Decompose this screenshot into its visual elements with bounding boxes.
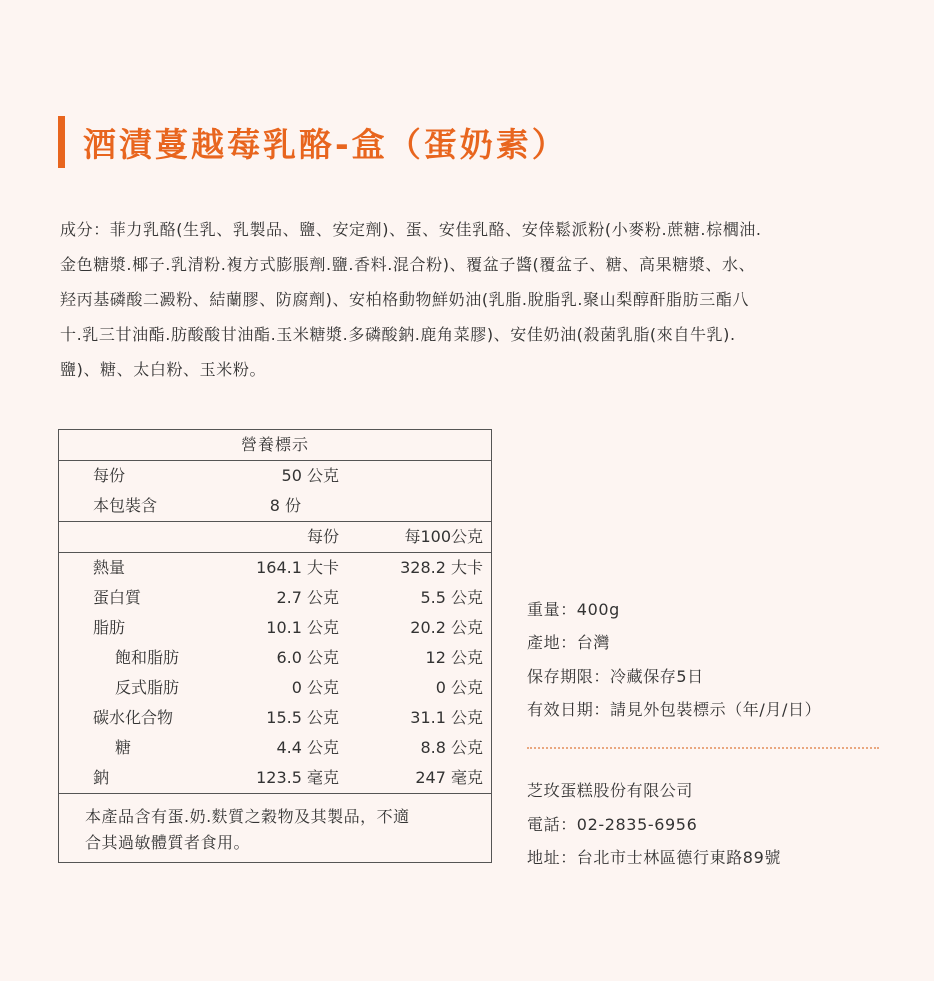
nutrient-per-serving: 2.7 公克 <box>276 588 339 607</box>
nutrient-per-100g: 0 公克 <box>435 678 483 697</box>
nutrient-row <box>59 733 491 763</box>
column-header-row <box>59 522 491 553</box>
nutrient-per-100g: 247 毫克 <box>415 768 483 787</box>
origin-info: 產地：台灣 <box>527 633 611 652</box>
nutrient-per-100g: 31.1 公克 <box>410 708 483 727</box>
shelf-life-info: 保存期限：冷藏保存5日 <box>527 667 704 686</box>
weight-info: 重量：400g <box>527 600 620 619</box>
title-block <box>58 115 568 169</box>
nutrient-label: 鈉 <box>93 768 110 787</box>
serving-size-label: 每份 <box>93 466 126 485</box>
nutrient-row <box>59 703 491 733</box>
ingredients-line: 成分：菲力乳酪(生乳、乳製品、鹽、安定劑)、蛋、安佳乳酪、安倖鬆派粉(小麥粉.蔗糖.棕櫚油. <box>60 220 762 239</box>
nutrient-per-serving: 123.5 毫克 <box>256 768 339 787</box>
nutrient-label: 脂肪 <box>93 618 126 637</box>
nutrient-label: 蛋白質 <box>93 588 142 607</box>
nutrient-label: 反式脂肪 <box>115 678 180 697</box>
servings-per-package-row <box>59 491 491 522</box>
page-title: 酒漬蔓越莓乳酪-盒（蛋奶素） <box>83 124 568 164</box>
nutrient-label: 飽和脂肪 <box>115 648 180 667</box>
ingredients-text <box>60 212 890 387</box>
dotted-divider <box>527 747 879 749</box>
allergen-line: 合其過敏體質者食用。 <box>85 833 251 852</box>
nutrition-table <box>58 429 492 863</box>
title-accent-bar <box>58 116 65 168</box>
nutrient-per-serving: 0 公克 <box>291 678 339 697</box>
nutrient-row <box>59 613 491 643</box>
nutrient-row <box>59 763 491 794</box>
serving-size-value: 50 公克 <box>281 466 339 485</box>
nutrition-title: 營養標示 <box>59 430 491 461</box>
expiry-info: 有效日期：請見外包裝標示（年/月/日） <box>527 700 822 719</box>
nutrient-rows <box>59 553 491 794</box>
nutrient-label: 熱量 <box>93 558 126 577</box>
nutrient-row <box>59 673 491 703</box>
company-address: 地址：台北市士林區德行東路89號 <box>527 848 781 867</box>
nutrient-per-serving: 15.5 公克 <box>266 708 339 727</box>
nutrient-per-100g: 328.2 大卡 <box>400 558 483 577</box>
per-100g-header: 每100公克 <box>404 527 483 546</box>
nutrient-row <box>59 583 491 613</box>
nutrient-per-serving: 4.4 公克 <box>276 738 339 757</box>
ingredients-line: 金色糖漿.椰子.乳清粉.複方式膨脹劑.鹽.香料.混合粉)、覆盆子醬(覆盆子、糖、高果糖漿、水、 <box>60 255 756 274</box>
nutrient-per-100g: 8.8 公克 <box>420 738 483 757</box>
per-serving-header: 每份 <box>306 527 339 546</box>
servings-per-package-label: 本包裝含 <box>93 496 158 515</box>
servings-per-package-value: 8 份 <box>269 496 301 515</box>
nutrient-row <box>59 643 491 673</box>
ingredients-line: 十.乳三甘油酯.肪酸酸甘油酯.玉米糖漿.多磷酸鈉.鹿角菜膠)、安佳奶油(殺菌乳脂(來自牛乳). <box>60 325 736 344</box>
nutrient-label: 糖 <box>115 738 132 757</box>
nutrient-per-serving: 10.1 公克 <box>266 618 339 637</box>
nutrient-label: 碳水化合物 <box>93 708 174 727</box>
nutrient-per-serving: 164.1 大卡 <box>256 558 339 577</box>
serving-size-row <box>59 461 491 491</box>
nutrient-row <box>59 553 491 583</box>
ingredients-line: 鹽)、糖、太白粉、玉米粉。 <box>60 360 267 379</box>
allergen-line: 本產品含有蛋.奶.麩質之穀物及其製品，不適 <box>85 807 410 826</box>
company-name: 芝玫蛋糕股份有限公司 <box>527 781 694 800</box>
nutrient-per-100g: 5.5 公克 <box>420 588 483 607</box>
company-phone: 電話：02-2835-6956 <box>527 815 698 834</box>
ingredients-line: 羟丙基磷酸二澱粉、結蘭膠、防腐劑)、安柏格動物鮮奶油(乳脂.脫脂乳.聚山梨醇酐脂肪三酯八 <box>60 290 750 309</box>
nutrient-per-100g: 12 公克 <box>425 648 483 667</box>
nutrient-per-100g: 20.2 公克 <box>410 618 483 637</box>
nutrient-per-serving: 6.0 公克 <box>276 648 339 667</box>
allergen-notice <box>85 804 475 856</box>
